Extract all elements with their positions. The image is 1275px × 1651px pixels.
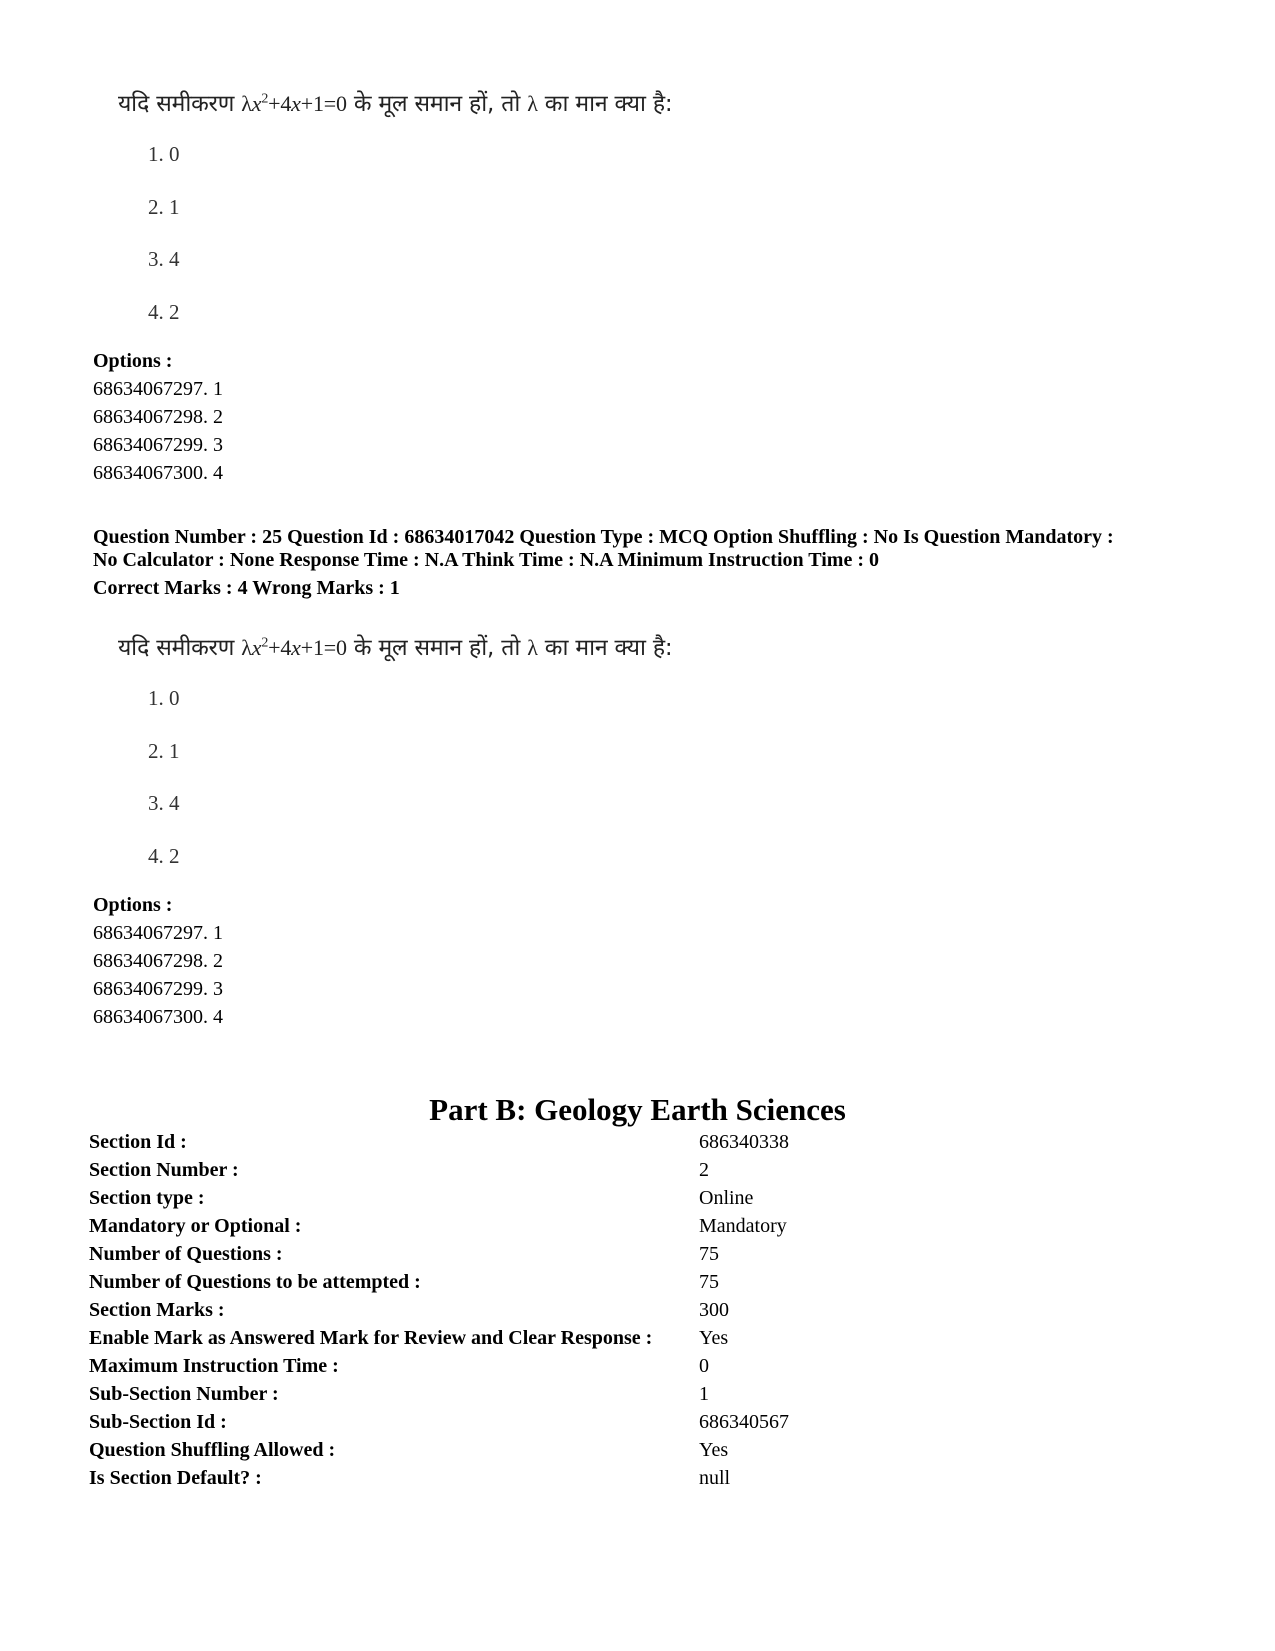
stem-math: +1=0: [300, 635, 347, 660]
section-row-key: Is Section Default? :: [89, 1467, 262, 1489]
option-line: 68634067299. 3: [93, 434, 223, 456]
section-row-key: Section Number :: [89, 1159, 239, 1181]
section-title: Part B: Geology Earth Sciences: [429, 1092, 846, 1127]
choice-item: 4. 2: [148, 300, 180, 324]
choice-item: 3. 4: [148, 247, 180, 271]
section-row: [89, 1299, 1189, 1327]
option-line: 68634067300. 4: [93, 462, 223, 484]
section-row-key: Section Id :: [89, 1131, 187, 1153]
variable-x: x: [251, 635, 262, 660]
variable-x: x: [291, 635, 301, 660]
section-row: [89, 1383, 1189, 1411]
stem-text: के मूल समान हों, तो: [346, 635, 528, 661]
section-row-value: Mandatory: [699, 1215, 787, 1237]
section-row-key: Sub-Section Number :: [89, 1383, 279, 1405]
section-row-value: Yes: [699, 1327, 729, 1349]
question-meta-line-2: No Calculator : None Response Time : N.A Think Time : N.A Minimum Instruction Time : 0: [93, 549, 879, 571]
section-row-key: Number of Questions to be attempted :: [89, 1271, 421, 1293]
section-row-value: 1: [699, 1383, 709, 1405]
section-row: [89, 1439, 1189, 1467]
choice-item: 1. 0: [148, 686, 180, 710]
variable-x: x: [251, 91, 262, 116]
exponent: 2: [261, 91, 269, 107]
section-row: [89, 1327, 1189, 1355]
question-marks-line: Correct Marks : 4 Wrong Marks : 1: [93, 577, 400, 599]
question-stem: [118, 86, 672, 118]
section-row-key: Question Shuffling Allowed :: [89, 1439, 336, 1461]
section-row-key: Maximum Instruction Time :: [89, 1355, 339, 1377]
choice-item: 2. 1: [148, 739, 180, 763]
stem-text: यदि समीकरण: [118, 635, 242, 661]
section-row-value: Online: [699, 1187, 754, 1209]
section-row-key: Mandatory or Optional :: [89, 1215, 302, 1237]
exponent: 2: [261, 635, 269, 651]
section-row-key: Sub-Section Id :: [89, 1411, 227, 1433]
choice-item: 3. 4: [148, 791, 180, 815]
section-row-value: 686340567: [699, 1411, 789, 1433]
section-row: [89, 1243, 1189, 1271]
option-line: 68634067297. 1: [93, 922, 223, 944]
choice-item: 2. 1: [148, 195, 180, 219]
lambda-symbol: λ: [241, 91, 252, 116]
section-row-key: Section type :: [89, 1187, 205, 1209]
section-row-key: Number of Questions :: [89, 1243, 283, 1265]
stem-text: के मूल समान हों, तो: [346, 91, 528, 117]
choice-item: 1. 0: [148, 142, 180, 166]
choice-item: 4. 2: [148, 844, 180, 868]
section-row-value: 686340338: [699, 1131, 789, 1153]
section-row: [89, 1411, 1189, 1439]
question-stem: [118, 630, 672, 662]
section-row: [89, 1159, 1189, 1187]
stem-text: यदि समीकरण: [118, 91, 242, 117]
section-row-value: 2: [699, 1159, 709, 1181]
lambda-symbol: λ: [241, 635, 252, 660]
stem-math: +4: [268, 91, 292, 116]
section-row-key: Section Marks :: [89, 1299, 225, 1321]
option-line: 68634067298. 2: [93, 406, 223, 428]
option-line: 68634067298. 2: [93, 950, 223, 972]
option-line: 68634067297. 1: [93, 378, 223, 400]
stem-text: का मान क्या है:: [537, 635, 673, 661]
section-row-value: Yes: [699, 1439, 729, 1461]
lambda-symbol: λ: [527, 91, 538, 116]
section-row-value: 75: [699, 1243, 719, 1265]
section-row-key: Enable Mark as Answered Mark for Review and Clear Response :: [89, 1327, 653, 1349]
section-row: [89, 1131, 1189, 1159]
option-line: 68634067299. 3: [93, 978, 223, 1000]
lambda-symbol: λ: [527, 635, 538, 660]
section-row-value: 0: [699, 1355, 709, 1377]
stem-text: का मान क्या है:: [537, 91, 673, 117]
stem-math: +1=0: [300, 91, 347, 116]
options-label: Options :: [93, 350, 173, 372]
section-row: [89, 1271, 1189, 1299]
options-label: Options :: [93, 894, 173, 916]
section-row: [89, 1215, 1189, 1243]
option-line: 68634067300. 4: [93, 1006, 223, 1028]
section-row: [89, 1467, 1189, 1495]
section-row: [89, 1187, 1189, 1215]
stem-math: +4: [268, 635, 292, 660]
section-row: [89, 1355, 1189, 1383]
section-row-value: null: [699, 1467, 731, 1489]
section-row-value: 300: [699, 1299, 729, 1321]
variable-x: x: [291, 91, 301, 116]
question-meta-line-1: Question Number : 25 Question Id : 68634017042 Question Type : MCQ Option Shuffling : No Is Question Mandatory :: [93, 526, 1114, 548]
section-row-value: 75: [699, 1271, 719, 1293]
